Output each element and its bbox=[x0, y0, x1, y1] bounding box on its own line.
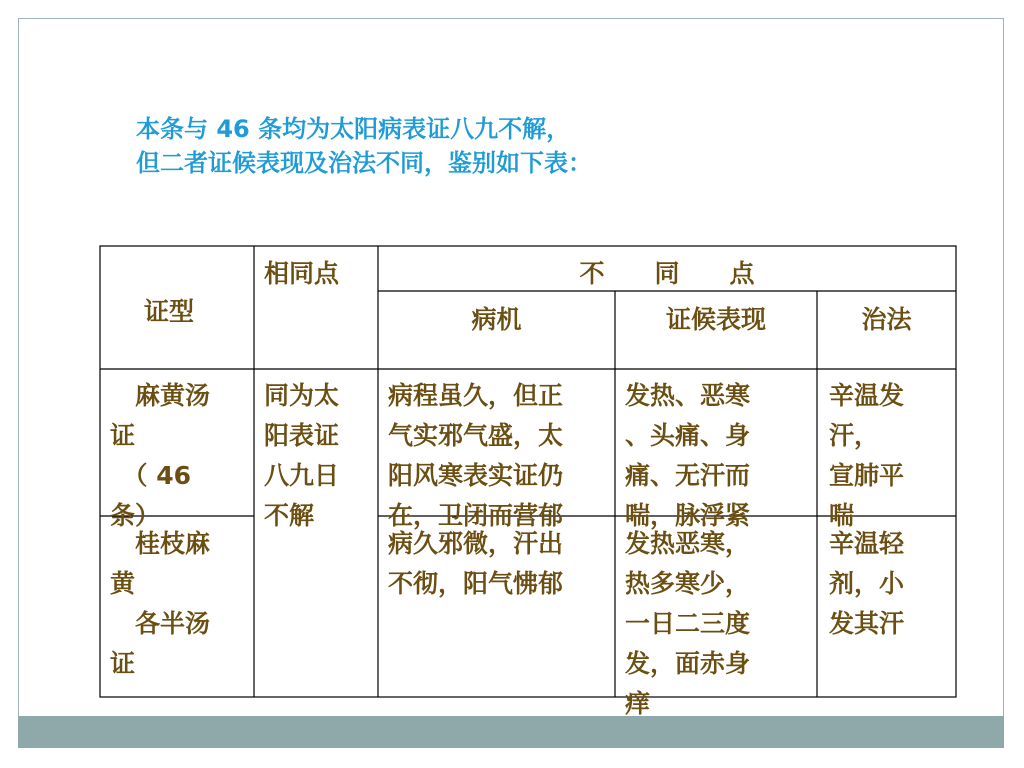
row1-mechanism: 病程虽久，但正 气实邪气盛，太 阳风寒表实证仍 在，卫闭而营郁 bbox=[388, 381, 564, 530]
header-diff: 不 同 点 bbox=[579, 259, 755, 288]
row1-treatment: 辛温发 汗， 宣肺平 喘 bbox=[829, 381, 905, 530]
row2-mechanism: 病久邪微，汗出 不彻，阳气怫郁 bbox=[388, 529, 564, 598]
row2-type: 桂枝麻 黄 各半汤 证 bbox=[110, 529, 211, 678]
common-value: 同为太 阳表证 八九日 不解 bbox=[264, 381, 340, 530]
header-treatment: 治法 bbox=[861, 305, 912, 334]
header-common: 相同点 bbox=[264, 259, 340, 288]
header-symptoms: 证候表现 bbox=[665, 305, 766, 334]
row2-treatment: 辛温轻 剂，小 发其汗 bbox=[829, 529, 905, 638]
header-mechanism: 病机 bbox=[471, 305, 522, 334]
row2-symptoms: 发热恶寒， 热多寒少， 一日二三度 发，面赤身 痒 bbox=[625, 529, 751, 718]
heading-line-2: 但二者证候表现及治法不同，鉴别如下表： bbox=[136, 149, 592, 177]
header-type: 证型 bbox=[144, 297, 195, 326]
row1-type: 麻黄汤 证 （ 46 条） bbox=[110, 381, 211, 530]
row1-symptoms: 发热、恶寒 、头痛、身 痛、无汗而 喘，脉浮紧 bbox=[625, 381, 751, 530]
heading-line-1: 本条与 46 条均为太阳病表证八九不解， bbox=[136, 115, 571, 143]
